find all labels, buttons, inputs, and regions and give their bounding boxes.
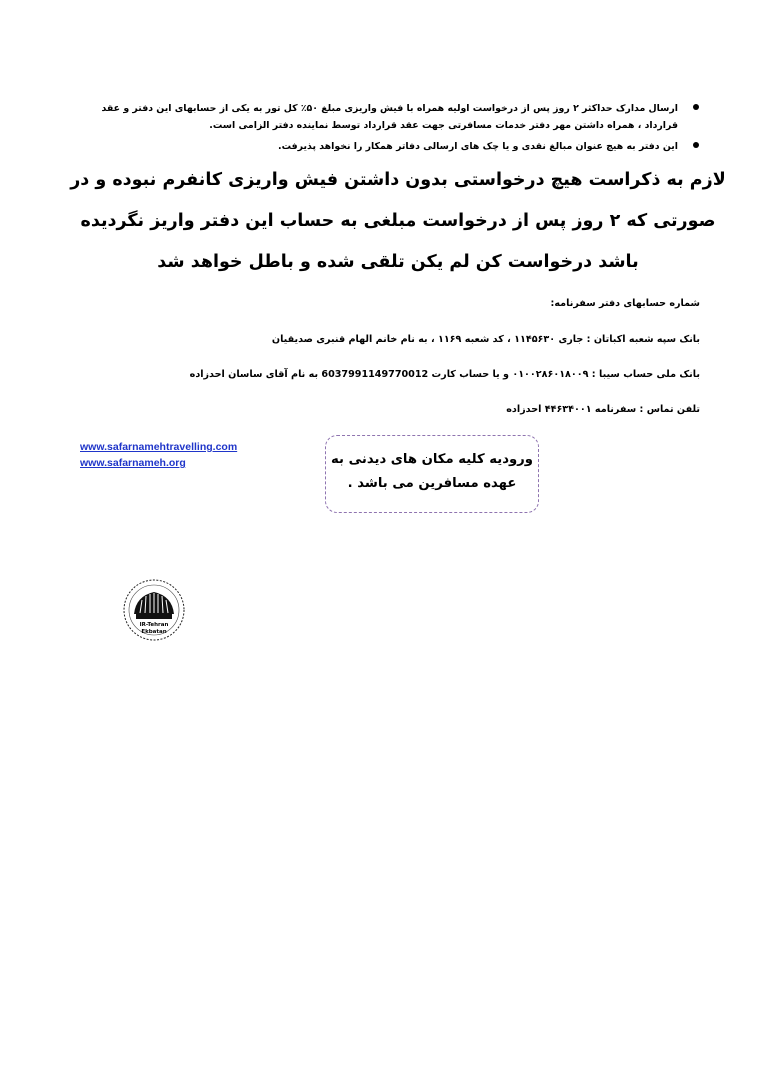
term-payment: این دفتر به هیچ عنوان مبالغ نقدی و یا چک های ارسالی دفاتر همکار را نخواهد پذیرفت. xyxy=(278,141,678,152)
entrance-fee-note xyxy=(325,435,539,513)
contact-phone: تلفن تماس : سفرنامه ۴۴۶۳۴۰۰۱ احدزاده xyxy=(506,404,700,415)
website-link-travelling[interactable]: www.safarnamehtravelling.com xyxy=(80,441,238,453)
agency-seal-icon xyxy=(116,578,200,648)
account-melli: بانک ملی حساب سیبا : ۰۱۰۰۲۸۶۰۱۸۰۰۹ و یا حساب کارت 6037991149770012 به نام آقای ساسان احدزاده xyxy=(189,369,700,380)
note-line-1: ورودیه کلیه مکان های دیدنی به xyxy=(331,452,533,467)
list-item xyxy=(78,138,708,155)
website-link-safarnameh[interactable]: www.safarnameh.org xyxy=(80,457,186,469)
accounts-title: شماره حسابهای دفتر سفرنامه: xyxy=(550,298,700,309)
logo-text-branch: Ekbatan xyxy=(141,629,167,635)
bullet-icon xyxy=(693,104,699,110)
list-item xyxy=(78,100,708,134)
note-line-2: عهده مسافرین می باشد . xyxy=(347,476,517,491)
agency-logo xyxy=(116,578,200,648)
logo-text-city: IR-Tehran xyxy=(139,622,169,628)
warning-notice: لازم به ذکراست هیچ درخواستی بدون داشتن فیش واریزی کانفرم نبوده و در صورتی که ۲ روز پس از درخواست مبلغی به حساب این دفتر واریز نگردیده باشد درخواست کن لم یکن تلقی شده و باطل خواهد شد xyxy=(70,170,726,272)
term-documents: ارسال مدارک حداکثر ۲ روز پس از درخواست اولیه همراه با فیش واریزی مبلغ ۵۰٪ کل تور به یکی از حسابهای این دفتر و عقد قرارداد ، همراه داشتن مهر دفتر خدمات مسافرتی جهت عقد قرارداد توسط نماینده دفتر الزامی است. xyxy=(101,103,678,131)
account-sepah: بانک سپه شعبه اکباتان : جاری ۱۱۴۵۶۳۰ ، کد شعبه ۱۱۶۹ ، به نام خانم الهام قنبری صدیقیان xyxy=(271,334,700,345)
bullet-icon xyxy=(693,142,699,148)
terms-list xyxy=(78,100,708,155)
